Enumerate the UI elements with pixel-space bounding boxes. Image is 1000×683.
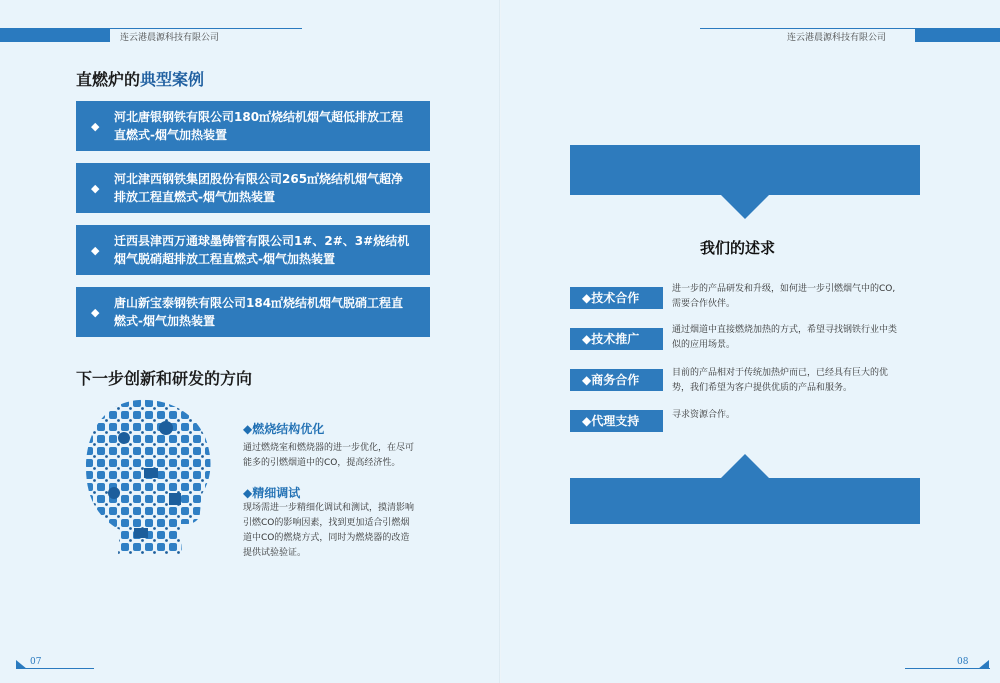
item-heading: ◆燃烧结构优化 [243,422,325,436]
top-blue-band [570,145,920,195]
diamond-icon: ◆ [91,182,100,195]
paragraph-line: 道中CO的燃烧方式，同时为燃烧器的改造 [243,533,410,543]
item-paragraph [243,501,443,561]
description-line: 目前的产品相对于传统加热炉而已，已经具有巨大的优 [672,368,889,378]
case-item [76,101,430,151]
row-description [672,408,928,423]
row-description [672,366,928,396]
band-pointer-down [721,195,769,219]
description-line: 通过烟道中直接燃烧加热的方式，希望寻找钢铁行业中类 [672,325,898,335]
paragraph-line: 通过燃烧室和燃烧器的进一步优化，在尽可 [243,443,415,453]
description-line: 势，我们希望为客户提供优质的产品和服务。 [672,383,853,393]
description-line: 似的应用场景。 [672,340,736,350]
header-company: 连云港晨源科技有限公司 [787,32,887,42]
tag-tech-cooperation: ◆技术合作 [570,287,663,309]
case-item [76,163,430,213]
bottom-blue-band [570,478,920,524]
diamond-icon: ◆ [91,306,100,319]
header-line [700,28,915,29]
diamond-icon: ◆ [91,244,100,257]
description-line: 寻求资源合作。 [672,410,736,420]
description-line: 需要合作伙伴。 [672,299,736,309]
right-title: 我们的述求 [700,239,776,257]
item-heading: ◆精细调试 [243,486,301,500]
section-title-prefix: 直燃炉的 [76,70,141,89]
section-title-cases [76,67,204,90]
head-icons-graphic [84,398,214,556]
tag-agent-support: ◆代理支持 [570,410,663,432]
case-line: 迁西县津西万通球墨铸管有限公司1#、2#、3#烧结机 [114,234,410,248]
tag-business-cooperation: ◆商务合作 [570,369,663,391]
case-line: 直燃式-烟气加热装置 [114,128,227,142]
case-line: 燃式-烟气加热装置 [114,314,215,328]
description-line: 进一步的产品研发和升级，如何进一步引燃烟气中的CO, [672,284,896,294]
footer-triangle [978,660,989,669]
case-item [76,287,430,337]
case-line: 烟气脱硝超排放工程直燃式-烟气加热装置 [114,252,335,266]
paragraph-line: 提供试验验证。 [243,548,307,558]
section-title-highlight: 典型案例 [140,70,205,89]
row-description [672,323,928,353]
page-number: 07 [30,657,42,667]
case-line: 排放工程直燃式-烟气加热装置 [114,190,275,204]
header-company: 连云港晨源科技有限公司 [120,32,220,42]
case-line: 唐山新宝泰钢铁有限公司184㎡烧结机烟气脱硝工程直 [114,296,404,310]
row-description [672,282,928,312]
header-bar [915,28,1000,42]
band-pointer-up [721,454,769,478]
case-line: 河北唐银钢铁有限公司180㎡烧结机烟气超低排放工程 [114,110,404,124]
case-line: 河北津西钢铁集团股份有限公司265㎡烧结机烟气超净 [114,172,404,186]
header-bar [0,28,110,42]
page-number: 08 [957,657,969,667]
diamond-icon: ◆ [91,120,100,133]
paragraph-line: 现场需进一步精细化调试和测试，摸清影响 [243,503,415,513]
paragraph-line: 能多的引燃烟道中的CO，提高经济性。 [243,458,401,468]
paragraph-line: 引燃CO的影响因素，找到更加适合引燃烟 [243,518,410,528]
footer-line [16,668,94,669]
case-item [76,225,430,275]
header-line [110,28,302,29]
section-title-direction: 下一步创新和研发的方向 [76,369,253,388]
tag-tech-promotion: ◆技术推广 [570,328,663,350]
item-paragraph [243,441,443,471]
